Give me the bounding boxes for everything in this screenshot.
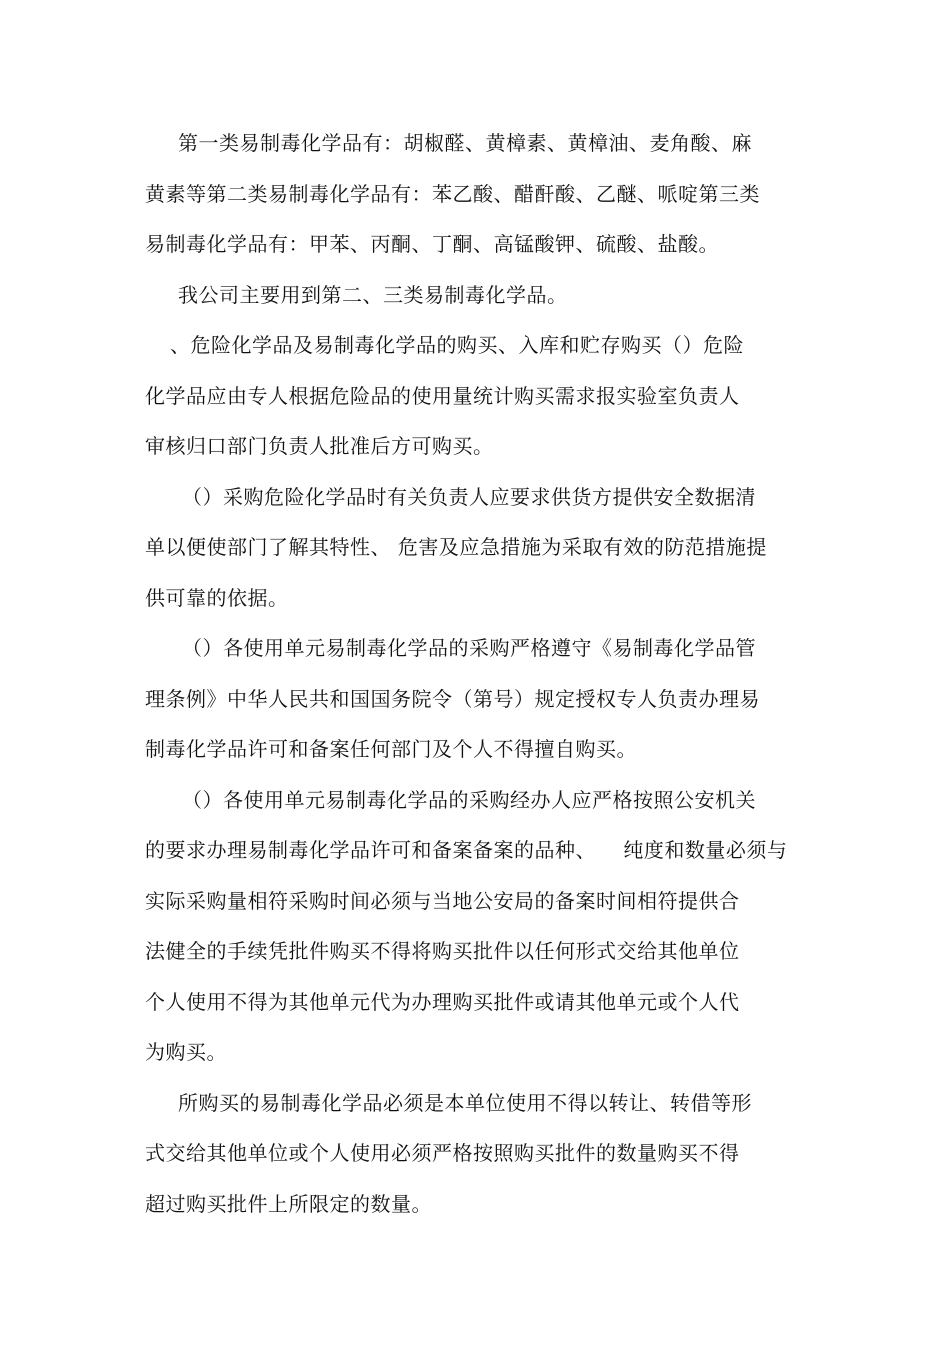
text-line: 超过购买批件上所限定的数量。: [145, 1192, 432, 1216]
text-line: （）各使用单元易制毒化学品的采购经办人应严格按照公安机关: [182, 788, 756, 812]
text-line: 、危险化学品及易制毒化学品的购买、入库和贮存购买（）危险: [170, 333, 744, 357]
text-line: 供可靠的依据。: [145, 586, 289, 610]
text-line: 式交给其他单位或个人使用必须严格按照购买批件的数量购买不得: [145, 1141, 740, 1165]
text-line: 个人使用不得为其他单元代为办理购买批件或请其他单元或个人代: [145, 990, 740, 1014]
text-line: （）采购危险化学品时有关负责人应要求供货方提供安全数据清: [182, 485, 756, 509]
text-line: （）各使用单元易制毒化学品的采购严格遵守《易制毒化学品管: [182, 636, 756, 660]
text-line: 制毒化学品许可和备案任何部门及个人不得擅自购买。: [145, 737, 637, 761]
text-line: 法健全的手续凭批件购买不得将购买批件以任何形式交给其他单位: [145, 939, 740, 963]
text-line: 我公司主要用到第二、三类易制毒化学品。: [178, 283, 568, 307]
text-line: 为购买。: [145, 1040, 227, 1064]
text-line: 理条例》中华人民共和国国务院令（第号）规定授权专人负责办理易: [145, 687, 760, 711]
text-line: 化学品应由专人根据危险品的使用量统计购买需求报实验室负责人: [145, 384, 740, 408]
text-line: 所购买的易制毒化学品必须是本单位使用不得以转让、转借等形: [178, 1091, 752, 1115]
text-line: 审核归口部门负责人批准后方可购买。: [145, 434, 494, 458]
text-line: 的要求办理易制毒化学品许可和备案备案的品种、 纯度和数量必须与: [145, 838, 788, 862]
text-line: 易制毒化学品有：甲苯、丙酮、丁酮、高锰酸钾、硫酸、盐酸。: [145, 232, 719, 256]
text-line: 黄素等第二类易制毒化学品有：苯乙酸、醋酐酸、乙醚、哌啶第三类: [145, 182, 760, 206]
text-line: 单以便使部门了解其特性、 危害及应急措施为采取有效的防范措施提: [145, 535, 767, 559]
text-line: 实际采购量相符采购时间必须与当地公安局的备案时间相符提供合: [145, 889, 740, 913]
text-line: 第一类易制毒化学品有：胡椒醛、黄樟素、黄樟油、麦角酸、麻: [178, 131, 752, 155]
